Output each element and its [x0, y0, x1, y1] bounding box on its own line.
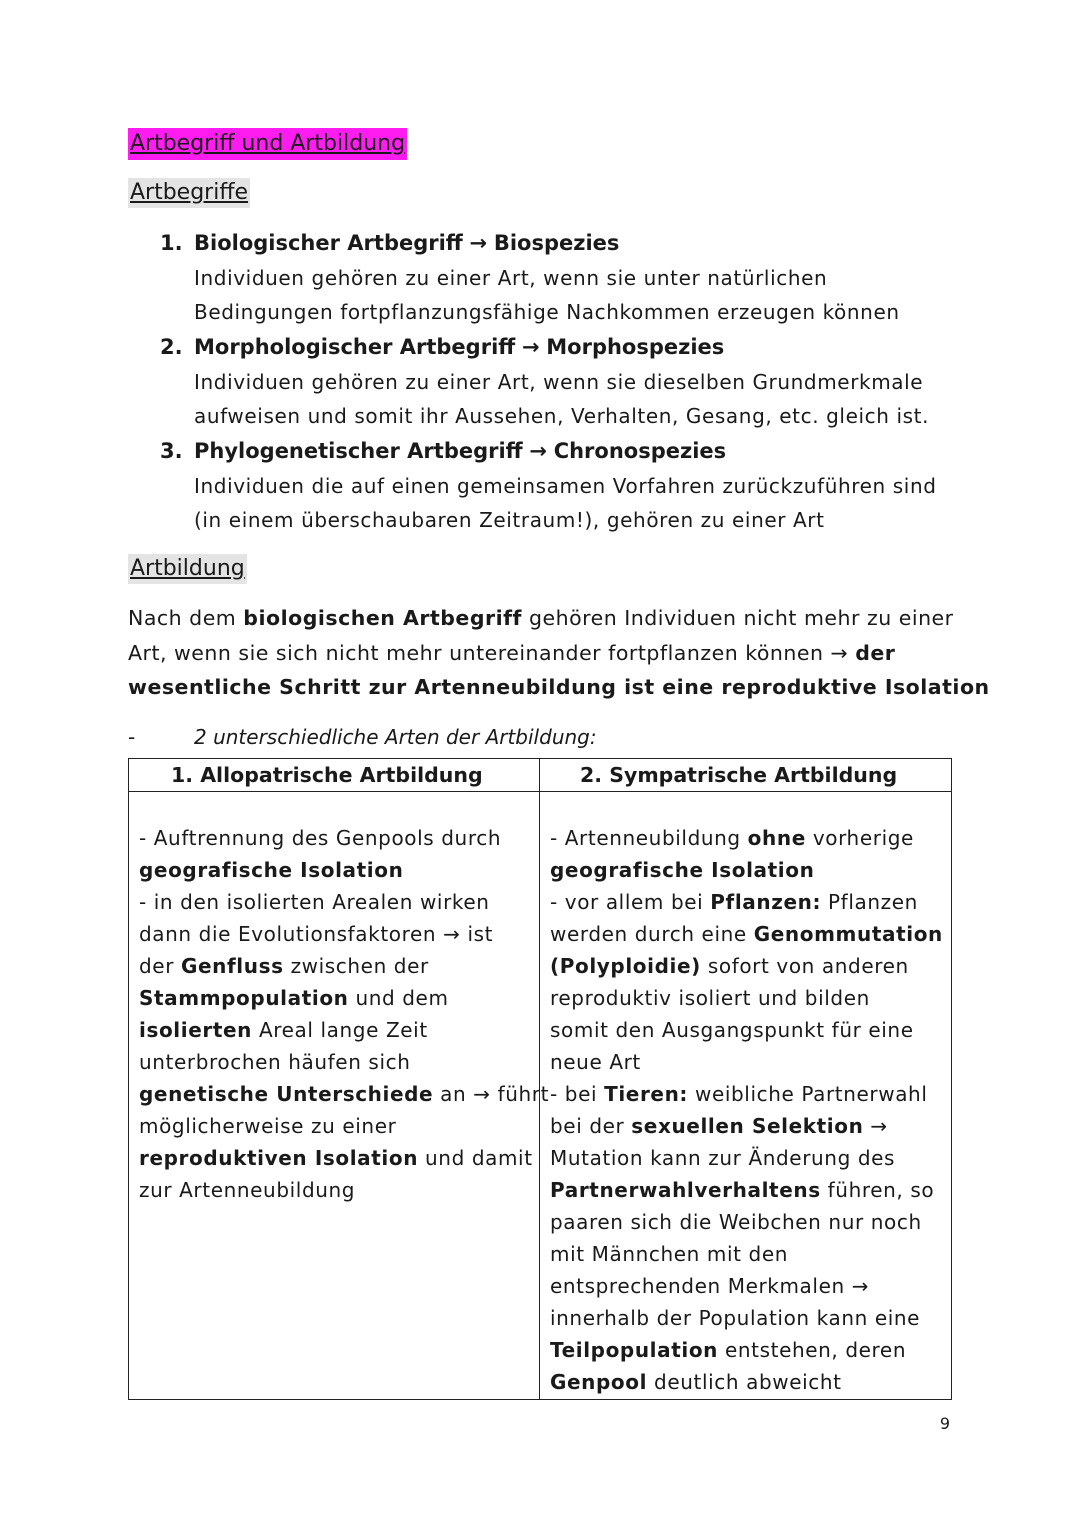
- concept-3-line-1: Individuen die auf einen gemeinsamen Vorfahren zurückzuführen sind: [194, 474, 937, 498]
- arrow-icon: →: [469, 231, 488, 255]
- cell-line: [550, 1142, 943, 1174]
- text: vorherige: [805, 826, 914, 850]
- bold-text: ohne: [747, 826, 806, 850]
- table-header-sympatric: [540, 759, 952, 792]
- cell-line: [550, 1110, 943, 1142]
- text: innerhalb der Population kann eine: [550, 1306, 921, 1330]
- arrow-icon: →: [521, 335, 540, 359]
- bold-text: Partnerwahlverhaltens: [550, 1178, 821, 1202]
- bold-text: Genommutation: [753, 922, 943, 946]
- species-type: Chronospezies: [553, 439, 727, 463]
- cell-line: [550, 1014, 943, 1046]
- concept-name: Morphologischer Artbegriff: [194, 335, 516, 359]
- bold-text: isolierten: [139, 1018, 253, 1042]
- item-number: 2.: [160, 335, 183, 359]
- bold-text: Tieren:: [604, 1082, 689, 1106]
- text: an → führt: [433, 1082, 550, 1106]
- intro-line: [128, 722, 597, 752]
- concept-name: Biologischer Artbegriff: [194, 231, 463, 255]
- cell-line: [139, 1110, 531, 1142]
- cell-line: [550, 918, 943, 950]
- cell-line: [139, 1142, 531, 1174]
- heading-artbildung: Artbildung: [128, 554, 247, 584]
- cell-line: [550, 1270, 943, 1302]
- cell-line: [139, 886, 531, 918]
- text: bei der: [550, 1114, 632, 1138]
- text: - bei: [550, 1082, 605, 1106]
- cell-line: [550, 982, 943, 1014]
- bold-text: (Polyploidie): [550, 954, 701, 978]
- text: →: [863, 1114, 888, 1138]
- concept-1-line-2: Bedingungen fortpflanzungsfähige Nachkommen erzeugen können: [194, 300, 900, 324]
- species-type: Biospezies: [493, 231, 620, 255]
- cell-line: [550, 1238, 943, 1270]
- cell-line: [139, 822, 531, 854]
- text: entsprechenden Merkmalen →: [550, 1274, 870, 1298]
- bullet-dash: -: [128, 725, 136, 749]
- cell-line: [139, 1046, 531, 1078]
- cell-line: [550, 1334, 943, 1366]
- comparison-table: [128, 758, 952, 1400]
- text: somit den Ausgangspunkt für eine: [550, 1018, 914, 1042]
- text: sofort von anderen: [700, 954, 909, 978]
- cell-line: [550, 1046, 943, 1078]
- header-text: 1. Allopatrische Artbildung: [171, 763, 483, 787]
- cell-line: [139, 918, 531, 950]
- bold-text: geografische Isolation: [550, 858, 815, 882]
- item-number: 1.: [160, 231, 183, 255]
- cell-line: [139, 1174, 531, 1206]
- arrow-icon: →: [529, 439, 547, 463]
- bold-text: sexuellen Selektion: [631, 1114, 864, 1138]
- cell-line: [139, 854, 531, 886]
- page-number: 9: [939, 1414, 950, 1433]
- cell-line: [550, 1366, 943, 1398]
- text: Areal lange Zeit: [252, 1018, 428, 1042]
- text: zwischen der: [283, 954, 429, 978]
- text: und damit: [418, 1146, 533, 1170]
- bold-text: Pflanzen:: [710, 890, 822, 914]
- species-type: Morphospezies: [546, 335, 725, 359]
- cell-line: [139, 1078, 550, 1110]
- cell-line: [550, 1174, 943, 1206]
- cell-line: [139, 950, 531, 982]
- text: führen, so: [820, 1178, 935, 1202]
- bold-text: biologischen Artbegriff: [243, 606, 522, 630]
- text: gehören Individuen nicht mehr zu einer: [521, 606, 954, 630]
- text: dann die Evolutionsfaktoren → ist: [139, 922, 494, 946]
- cell-line: [550, 1078, 943, 1110]
- bold-text: Genpool: [550, 1370, 648, 1394]
- text: neue Art: [550, 1050, 641, 1074]
- artbildung-paragraph: [128, 601, 990, 705]
- text: mit Männchen mit den: [550, 1242, 789, 1266]
- page-title: Artbegriff und Artbildung: [128, 128, 407, 160]
- cell-line: [550, 1206, 943, 1238]
- species-concept-1: [160, 226, 619, 260]
- text: paaren sich die Weibchen nur noch: [550, 1210, 922, 1234]
- text: - vor allem bei: [550, 890, 711, 914]
- text: möglicherweise zu einer: [139, 1114, 397, 1138]
- table-cell-sympatric: [540, 792, 952, 1400]
- concept-3-line-2: (in einem überschaubaren Zeitraum!), gehören zu einer Art: [194, 508, 825, 532]
- concept-name: Phylogenetischer Artbegriff: [194, 439, 523, 463]
- table-cell-allopatric: [129, 792, 550, 1400]
- text: Mutation kann zur Änderung des: [550, 1146, 896, 1170]
- text: und dem: [348, 986, 449, 1010]
- bold-text: der: [855, 640, 896, 665]
- item-number: 3.: [160, 439, 183, 463]
- allopatric-text: [129, 792, 550, 1206]
- bold-text: genetische Unterschiede: [139, 1082, 434, 1106]
- bold-text: Genfluss: [180, 954, 284, 978]
- text: Art, wenn sie sich nicht mehr untereinander fortpflanzen können →: [128, 640, 856, 665]
- cell-line: [139, 1014, 531, 1046]
- heading-artbegriffe: Artbegriffe: [128, 178, 250, 208]
- text: reproduktiv isoliert und bilden: [550, 986, 870, 1010]
- text: zur Artenneubildung: [139, 1178, 356, 1202]
- bold-text: wesentliche Schritt zur Artenneubildung ist eine reproduktive Isolation: [128, 675, 990, 699]
- cell-line: [550, 886, 943, 918]
- intro-text: 2 unterschiedliche Arten der Artbildung:: [194, 725, 597, 749]
- concept-2-line-2: aufweisen und somit ihr Aussehen, Verhalten, Gesang, etc. gleich ist.: [194, 404, 930, 428]
- cell-line: [550, 822, 943, 854]
- text: weibliche Partnerwahl: [688, 1082, 928, 1106]
- concept-1-line-1: Individuen gehören zu einer Art, wenn sie unter natürlichen: [194, 266, 828, 290]
- cell-line: [139, 982, 531, 1014]
- species-concept-2: [160, 330, 724, 364]
- text: Pflanzen: [821, 890, 918, 914]
- text: - Artenneubildung: [550, 826, 748, 850]
- cell-line: [550, 950, 943, 982]
- species-concept-3: [160, 434, 726, 468]
- cell-line: [550, 1302, 943, 1334]
- text: deutlich abweicht: [647, 1370, 842, 1394]
- bold-text: reproduktiven Isolation: [139, 1146, 419, 1170]
- bold-text: Teilpopulation: [550, 1338, 719, 1362]
- text: werden durch eine: [550, 922, 754, 946]
- text: unterbrochen häufen sich: [139, 1050, 411, 1074]
- cell-line: [550, 854, 943, 886]
- text: entstehen, deren: [718, 1338, 907, 1362]
- table-header-allopatric: [129, 759, 540, 792]
- text: Nach dem: [128, 606, 244, 630]
- concept-2-line-1: Individuen gehören zu einer Art, wenn sie dieselben Grundmerkmale: [194, 370, 924, 394]
- text: - in den isolierten Arealen wirken: [139, 890, 490, 914]
- text: - Auftrennung des Genpools durch: [139, 826, 502, 850]
- bold-text: geografische Isolation: [139, 858, 404, 882]
- text: der: [139, 954, 181, 978]
- bold-text: Stammpopulation: [139, 986, 349, 1010]
- sympatric-text: [540, 792, 951, 1398]
- header-text: 2. Sympatrische Artbildung: [580, 763, 898, 787]
